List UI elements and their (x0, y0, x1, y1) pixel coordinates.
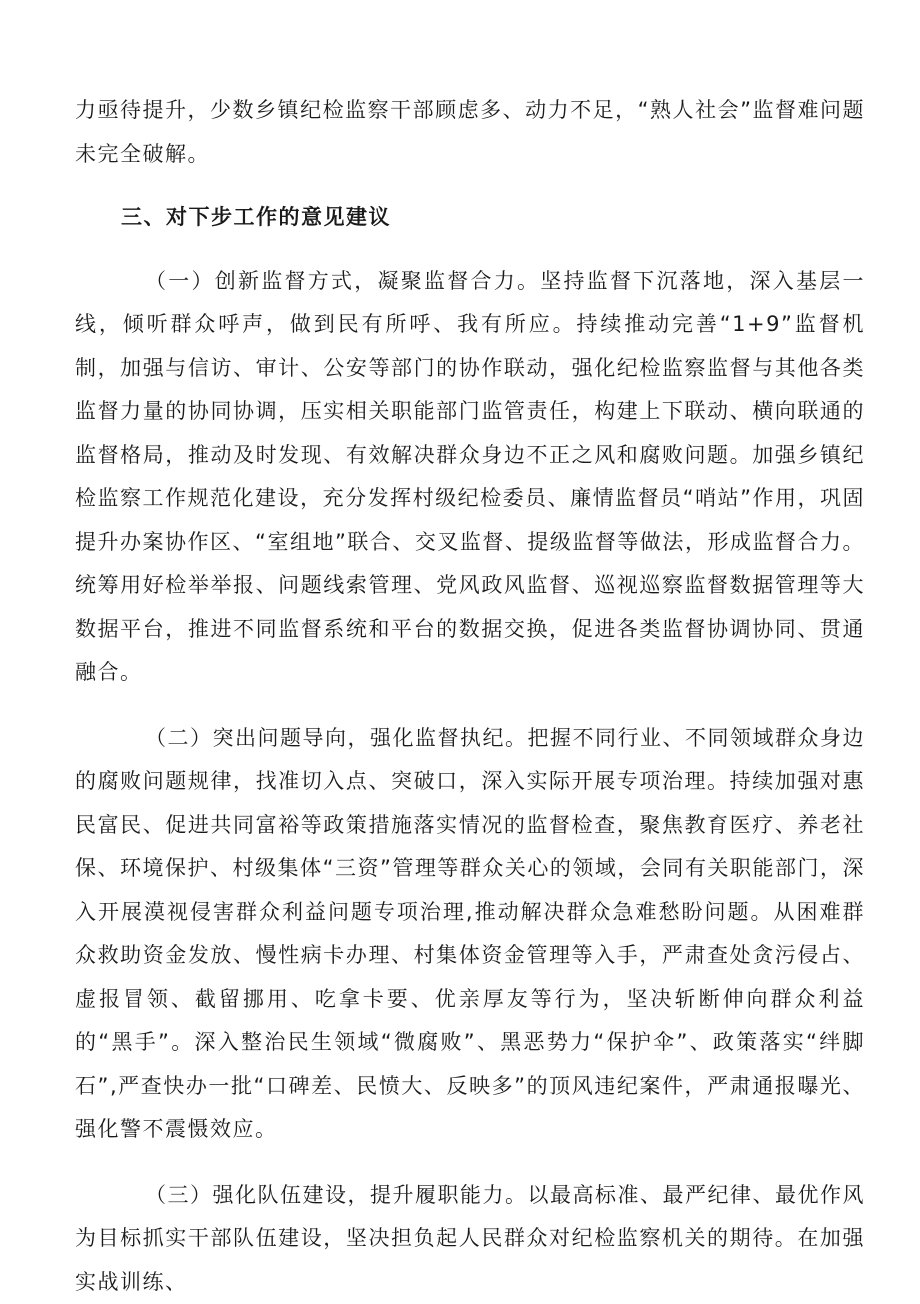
paragraph-3: （三）强化队伍建设，提升履职能力。以最高标准、最严纪律、最优作风为目标抓实干部队伍建设，坚决担负起人民群众对纪检监察机关的期待。在加强实战训练、 (75, 1174, 865, 1304)
spacer (75, 176, 865, 196)
spacer (75, 1152, 865, 1174)
intro-paragraph: 力亟待提升，少数乡镇纪检监察干部顾虑多、动力不足，“熟人社会”监督难问题未完全破解。 (75, 89, 865, 176)
spacer (75, 240, 865, 260)
paragraph-1: （一）创新监督方式，凝聚监督合力。坚持监督下沉落地，深入基层一线，倾听群众呼声，做到民有所呼、我有所应。持续推动完善“1+9”监督机制，加强与信访、审计、公安等部门的协作联动，强化纪检监察监督与其他各类监督力量的协同协调，压实相关职能部门监管责任，构建上下联动、横向联通的监督格局，推动及时发现、有效解决群众身边不正之风和腐败问题。加强乡镇纪检监察工作规范化建设，充分发挥村级纪检委员、廉情监督员“哨站”作用，巩固提升办案协作区、“室组地”联合、交叉监督、提级监督等做法，形成监督合力。统筹用好检举举报、问题线索管理、党风政风监督、巡视巡察监督数据管理等大数据平台，推进不同监督系统和平台的数据交换，促进各类监督协调协同、贯通融合。 (75, 260, 865, 695)
paragraph-2: （二）突出问题导向，强化监督执纪。把握不同行业、不同领域群众身边的腐败问题规律，找准切入点、突破口，深入实际开展专项治理。持续加强对惠民富民、促进共同富裕等政策措施落实情况的监督检查，聚焦教育医疗、养老社保、环境保护、村级集体“三资”管理等群众关心的领域，会同有关职能部门，深入开展漠视侵害群众利益问题专项治理,推动解决群众急难愁盼问题。从困难群众救助资金发放、慢性病卡办理、村集体资金管理等入手，严肃查处贪污侵占、虚报冒领、截留挪用、吃拿卡要、优亲厚友等行为，坚决斩断伸向群众利益的“黑手”。深入整治民生领域“微腐败”、黑恶势力“保护伞”、政策落实“绊脚石”,严查快办一批“口碑差、民愤大、反映多”的顶风违纪案件，严肃通报曝光、强化警不震慑效应。 (75, 717, 865, 1152)
spacer (75, 695, 865, 717)
document-body (75, 89, 865, 1304)
section-heading: 三、对下步工作的意见建议 (75, 196, 865, 240)
